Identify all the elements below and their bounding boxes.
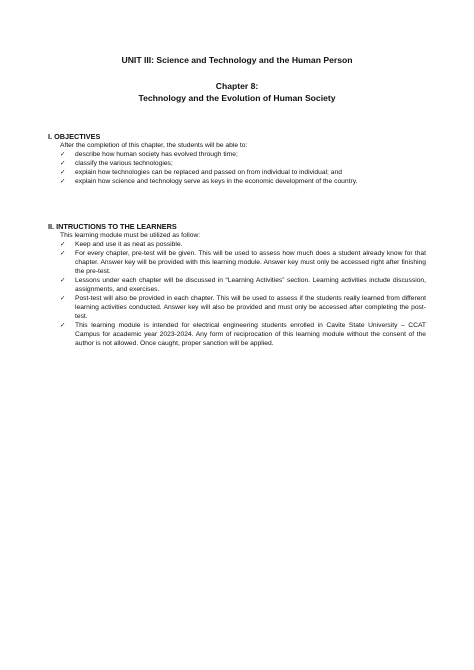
instructions-intro: This learning module must be utilized as follow: [60,232,201,239]
objectives-list [60,150,426,186]
objectives-heading: I. OBJECTIVES [48,132,101,141]
instruction-text: Keep and use it as neat as possible. [75,241,183,248]
checkmark-icon: ✓ [60,250,66,257]
list-item [60,321,426,348]
objectives-intro: After the completion of this chapter, the students will be able to: [60,142,248,149]
unit-title: UNIT III: Science and Technology and the Human Person [121,55,353,65]
list-item [60,276,426,294]
checkmark-icon: ✓ [60,178,66,185]
instructions-section [48,222,426,348]
instruction-text: Lessons under each chapter will be discussed in “Learning Activities” section. Learning activities include discussion, assignments, and exercises. [75,277,426,293]
checkmark-icon: ✓ [60,151,66,158]
checkmark-icon: ✓ [60,295,66,302]
instruction-text: Post-test will also be provided in each chapter. This will be used to assess if the students really learned from different learning activities conducted. Answer key will also be provided and must only be accessed after completing the post-test. [75,295,426,320]
chapter-number: Chapter 8: [215,81,259,91]
instruction-text: This learning module is intended for electrical engineering students enrolled in Cavite State University – CCAT Campus for academic year 2023-2024. Any form of reciprocation of this learning module without the consent of the author is not allowed. Once caught, proper sanction will be applied. [75,322,426,347]
list-item [60,168,426,177]
checkmark-icon: ✓ [60,241,66,248]
objective-text: classify the various technologies; [75,160,173,167]
list-item [60,294,426,321]
checkmark-icon: ✓ [60,322,66,329]
list-item [60,249,426,276]
chapter-title: Technology and the Evolution of Human Society [138,93,336,103]
objective-text: explain how technologies can be replaced and passed on from individual to individual; and [75,169,342,176]
objective-text: explain how science and technology serve as keys in the economic development of the country. [75,178,358,185]
instructions-list [60,240,426,348]
objectives-section [48,132,426,186]
list-item [60,177,426,186]
list-item [60,150,426,159]
checkmark-icon: ✓ [60,160,66,167]
objective-text: describe how human society has evolved through time; [75,151,238,158]
instructions-heading: II. INTRUCTIONS TO THE LEARNERS [48,222,177,231]
list-item [60,159,426,168]
checkmark-icon: ✓ [60,277,66,284]
checkmark-icon: ✓ [60,169,66,176]
list-item [60,240,426,249]
instruction-text: For every chapter, pre-test will be given. This will be used to assess how much does a student already know for that chapter. Answer key will be provided with this learning module. Answer key must only be accessed right after finishing the pre-test. [75,250,426,275]
